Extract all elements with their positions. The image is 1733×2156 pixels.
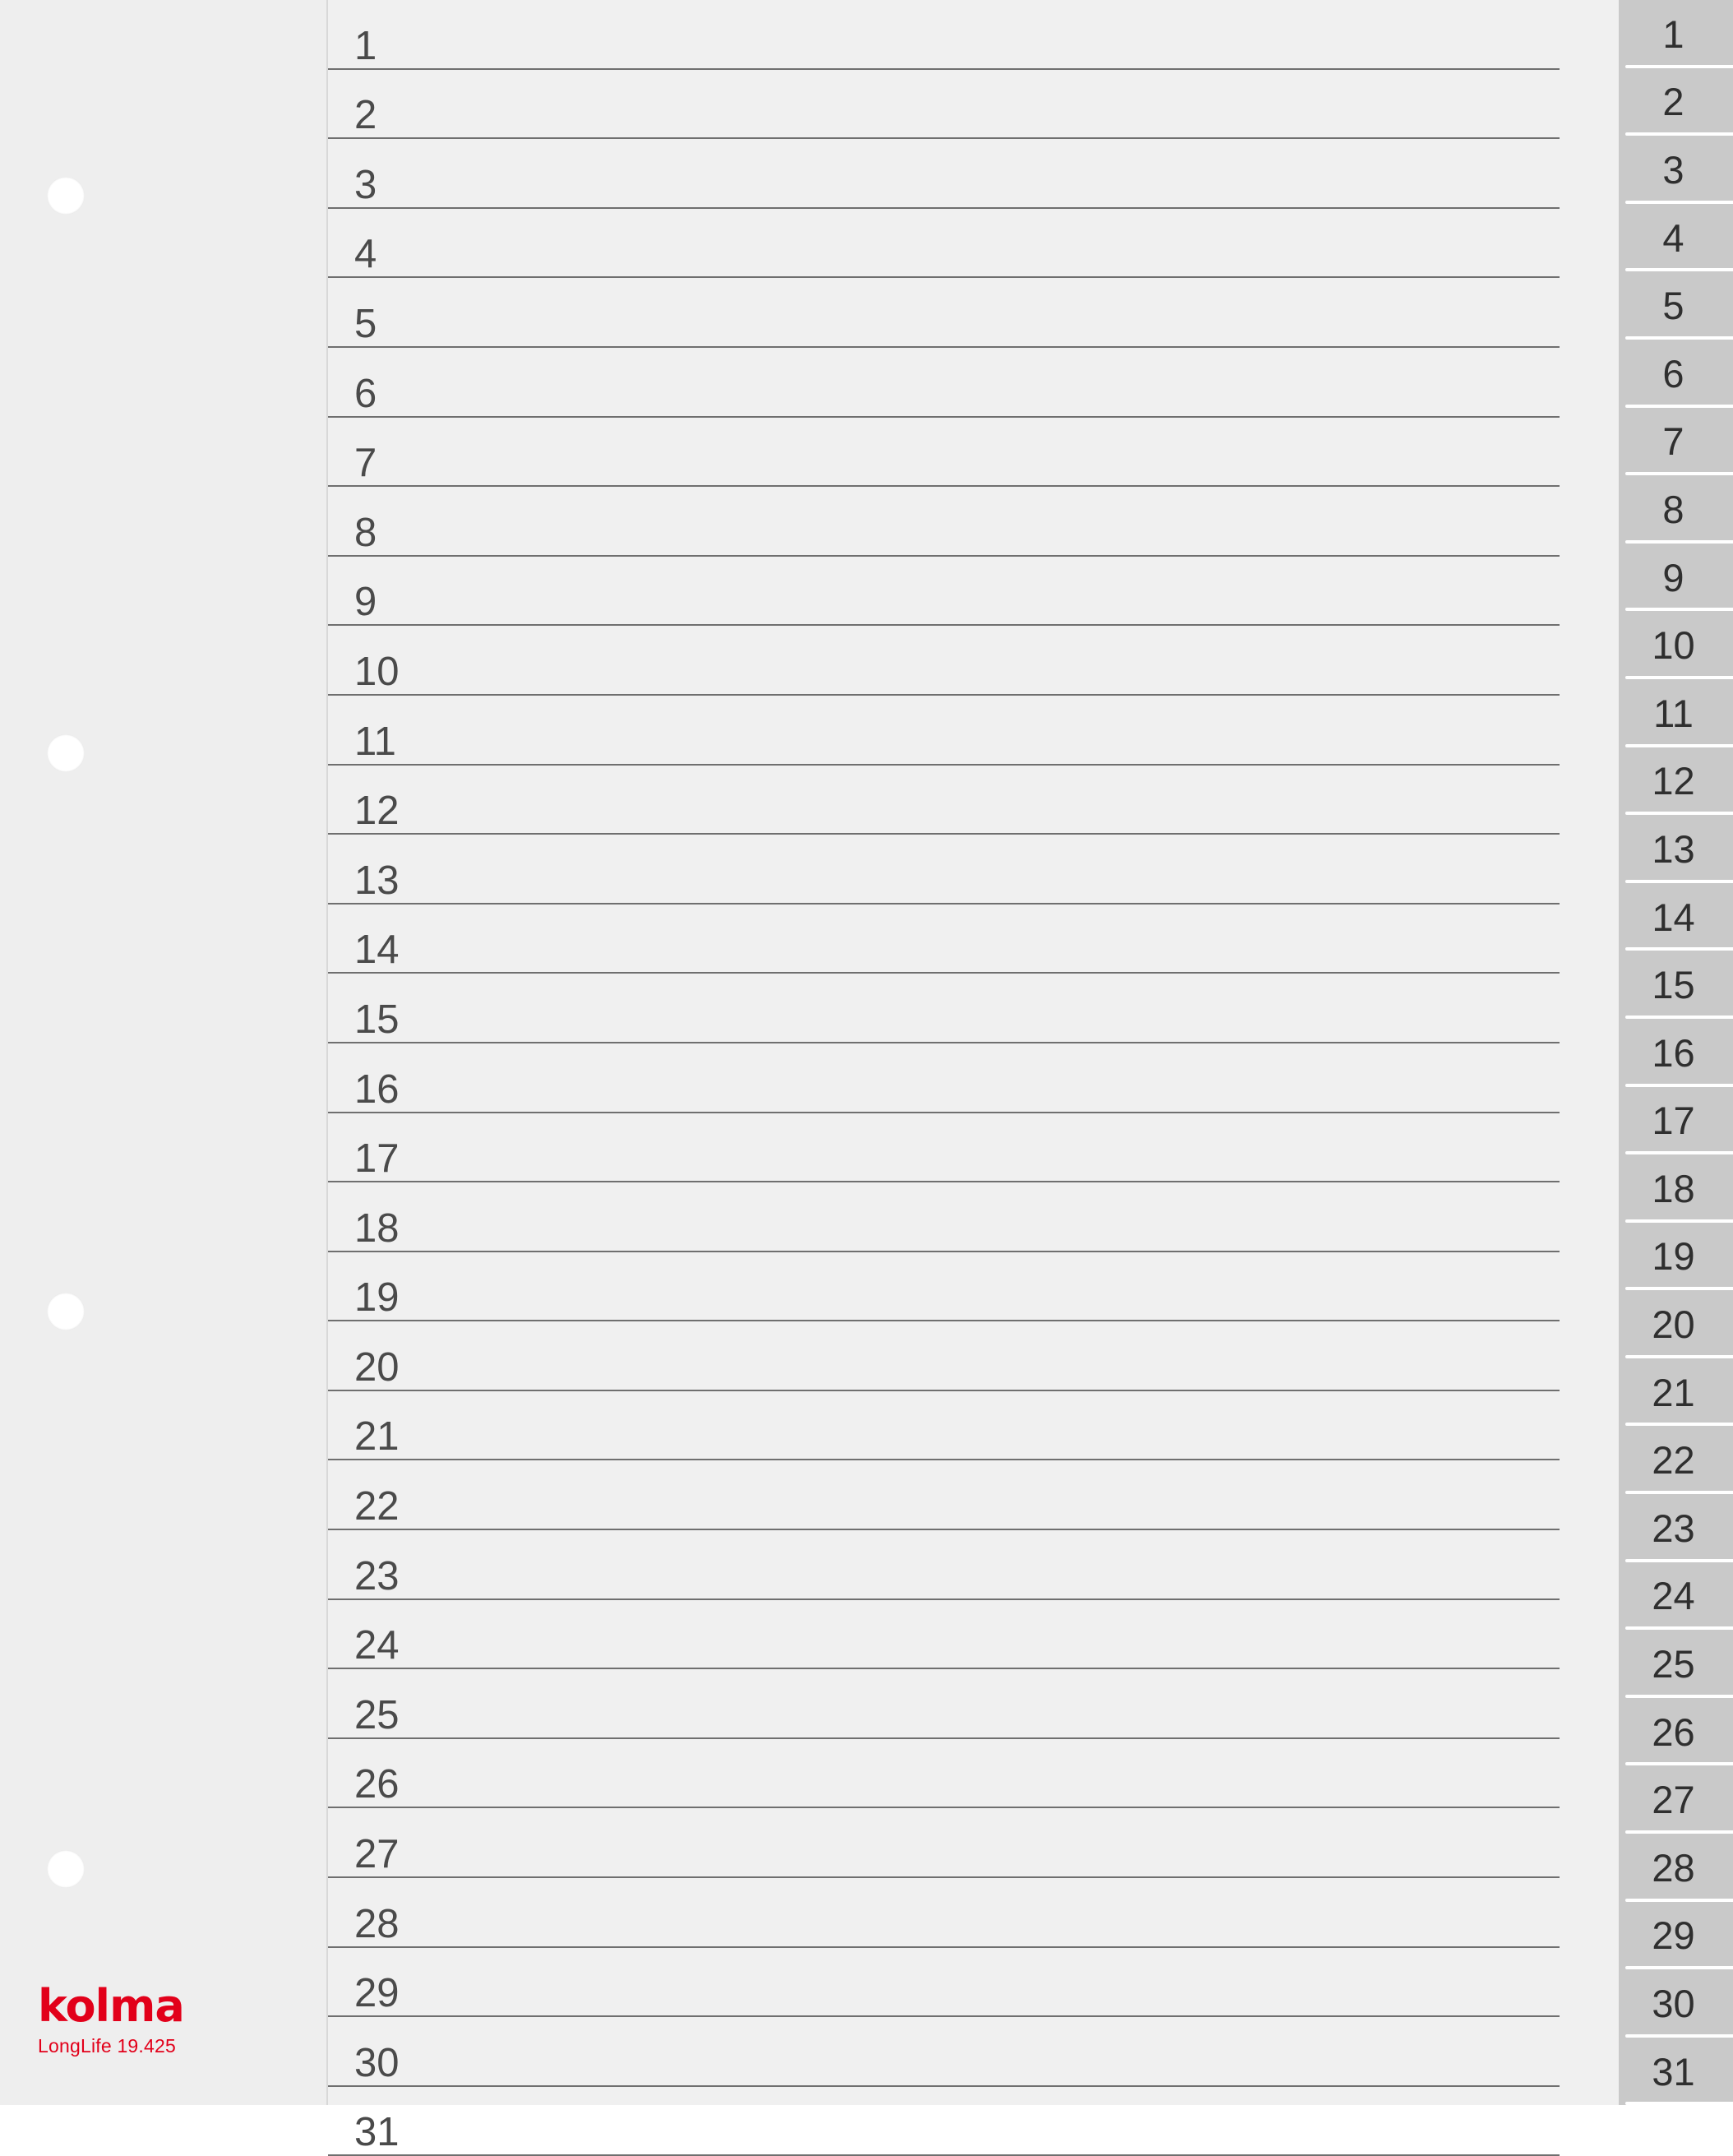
row-number-label: 28	[354, 1901, 400, 1946]
row-number-label: 2	[354, 93, 377, 138]
row-number-label: 10	[354, 649, 400, 694]
brand-product-line: LongLife 19.425	[38, 2035, 176, 2057]
punch-hole-1	[47, 177, 85, 215]
index-tab-label: 3	[1662, 147, 1684, 192]
index-tab-label: 11	[1653, 691, 1694, 735]
index-tab-label: 25	[1652, 1642, 1695, 1686]
ruled-sheet	[328, 0, 1619, 2155]
index-tab-label: 31	[1652, 2049, 1695, 2094]
row-number-label: 9	[354, 580, 377, 625]
table-row[interactable]	[328, 1878, 1560, 1948]
left-margin-strip	[0, 0, 328, 2105]
index-tab-label: 5	[1662, 284, 1684, 328]
row-number-label: 6	[354, 371, 377, 416]
index-tab-14[interactable]	[1619, 883, 1733, 951]
row-number-label: 19	[354, 1275, 400, 1321]
row-number-label: 4	[354, 232, 377, 277]
index-tab-label: 1	[1662, 12, 1684, 56]
index-tab-4[interactable]	[1619, 204, 1733, 272]
row-number-label: 23	[354, 1553, 400, 1598]
row-number-label: 12	[354, 789, 400, 834]
index-tab-31[interactable]	[1619, 2038, 1733, 2106]
index-tab-25[interactable]	[1619, 1630, 1733, 1698]
index-tab-label: 29	[1652, 1913, 1695, 1958]
index-tab-label: 26	[1652, 1710, 1695, 1754]
punch-hole-3	[47, 1293, 85, 1330]
row-number-label: 29	[354, 1971, 400, 2016]
index-tab-label: 4	[1662, 215, 1684, 260]
row-number-label: 20	[354, 1344, 400, 1390]
row-number-label: 30	[354, 2040, 400, 2085]
table-row[interactable]	[328, 209, 1560, 279]
brand-block	[38, 1980, 309, 2057]
row-number-label: 8	[354, 510, 377, 555]
row-number-label: 24	[354, 1623, 400, 1668]
index-tab-17[interactable]	[1619, 1087, 1733, 1155]
row-number-label: 3	[354, 162, 377, 207]
index-tab-16[interactable]	[1619, 1019, 1733, 1087]
table-row[interactable]	[328, 1739, 1560, 1809]
table-row[interactable]	[328, 974, 1560, 1043]
table-row[interactable]	[328, 418, 1560, 488]
index-tab-label: 21	[1652, 1370, 1695, 1414]
index-tab-29[interactable]	[1619, 1902, 1733, 1970]
table-row[interactable]	[328, 1948, 1560, 2018]
index-tab-19[interactable]	[1619, 1223, 1733, 1291]
index-tab-label: 13	[1652, 826, 1695, 871]
index-tab-28[interactable]	[1619, 1834, 1733, 1902]
index-tab-label: 2	[1662, 80, 1684, 124]
row-number-label: 22	[354, 1484, 400, 1529]
table-row[interactable]	[328, 835, 1560, 905]
row-number-label: 11	[354, 719, 396, 764]
row-number-label: 27	[354, 1832, 400, 1877]
table-row[interactable]	[328, 766, 1560, 835]
table-row[interactable]	[328, 696, 1560, 766]
index-tab-8[interactable]	[1619, 475, 1733, 544]
index-tab-label: 10	[1652, 623, 1695, 668]
row-number-label: 21	[354, 1414, 400, 1460]
row-number-label: 31	[354, 2110, 400, 2155]
index-tab-9[interactable]	[1619, 544, 1733, 612]
index-tab-24[interactable]	[1619, 1562, 1733, 1631]
index-tab-label: 30	[1652, 1982, 1695, 2026]
row-number-label: 18	[354, 1205, 400, 1251]
brand-logo: kolma	[38, 1980, 184, 2032]
index-tab-label: 6	[1662, 351, 1684, 396]
index-tab-30[interactable]	[1619, 1969, 1733, 2038]
row-number-label: 5	[354, 301, 377, 346]
table-row[interactable]	[328, 139, 1560, 209]
index-tab-20[interactable]	[1619, 1290, 1733, 1358]
row-list	[328, 0, 1619, 2156]
table-row[interactable]	[328, 905, 1560, 974]
table-row[interactable]	[328, 2087, 1560, 2156]
table-row[interactable]	[328, 1113, 1560, 1183]
index-tab-label: 28	[1652, 1845, 1695, 1890]
index-tab-label: 12	[1652, 759, 1695, 803]
table-row[interactable]	[328, 1600, 1560, 1670]
index-tab-12[interactable]	[1619, 747, 1733, 816]
index-tab-26[interactable]	[1619, 1698, 1733, 1766]
index-tab-18[interactable]	[1619, 1154, 1733, 1223]
index-tab-label: 27	[1652, 1778, 1695, 1822]
table-row[interactable]	[328, 1182, 1560, 1252]
tab-column	[1619, 0, 1733, 2105]
table-row[interactable]	[328, 2017, 1560, 2087]
row-number-label: 13	[354, 858, 400, 903]
table-row[interactable]	[328, 1460, 1560, 1530]
table-row[interactable]	[328, 1391, 1560, 1461]
index-tab-7[interactable]	[1619, 408, 1733, 476]
index-tab-2[interactable]	[1619, 68, 1733, 136]
index-tab-22[interactable]	[1619, 1426, 1733, 1494]
row-number-label: 26	[354, 1762, 400, 1807]
index-tab-label: 7	[1662, 419, 1684, 464]
row-number-label: 1	[354, 23, 377, 68]
row-number-label: 25	[354, 1692, 400, 1737]
index-tab-label: 19	[1652, 1234, 1695, 1279]
index-tab-label: 17	[1652, 1099, 1695, 1143]
table-row[interactable]	[328, 278, 1560, 348]
index-tab-5[interactable]	[1619, 271, 1733, 340]
index-tab-15[interactable]	[1619, 951, 1733, 1019]
index-tab-21[interactable]	[1619, 1358, 1733, 1427]
row-number-label: 7	[354, 441, 377, 486]
table-row[interactable]	[328, 70, 1560, 140]
index-tab-label: 15	[1652, 963, 1695, 1007]
index-tab-label: 20	[1652, 1302, 1695, 1347]
index-tab-label: 16	[1652, 1030, 1695, 1075]
index-tab-11[interactable]	[1619, 679, 1733, 747]
table-row[interactable]	[328, 626, 1560, 696]
tab-separator	[1625, 2102, 1733, 2105]
table-row[interactable]	[328, 0, 1560, 70]
row-number-label: 17	[354, 1136, 400, 1182]
index-tab-label: 18	[1652, 1166, 1695, 1210]
row-number-label: 14	[354, 928, 400, 973]
index-tab-label: 8	[1662, 487, 1684, 531]
table-row[interactable]	[328, 348, 1560, 418]
row-number-label: 16	[354, 1066, 400, 1112]
index-tab-23[interactable]	[1619, 1494, 1733, 1562]
index-tab-6[interactable]	[1619, 340, 1733, 408]
index-tab-1[interactable]	[1619, 0, 1733, 68]
punch-hole-2	[47, 734, 85, 772]
index-tab-27[interactable]	[1619, 1765, 1733, 1834]
index-tab-label: 9	[1662, 555, 1684, 599]
table-row[interactable]	[328, 557, 1560, 627]
index-tab-13[interactable]	[1619, 815, 1733, 883]
punch-hole-4	[47, 1850, 85, 1888]
index-tab-3[interactable]	[1619, 136, 1733, 204]
table-row[interactable]	[328, 1530, 1560, 1600]
table-row[interactable]	[328, 1808, 1560, 1878]
table-row[interactable]	[328, 1321, 1560, 1391]
index-tab-label: 24	[1652, 1574, 1695, 1618]
table-row[interactable]	[328, 487, 1560, 557]
index-tab-10[interactable]	[1619, 611, 1733, 679]
table-row[interactable]	[328, 1669, 1560, 1739]
index-tab-label: 22	[1652, 1438, 1695, 1483]
index-tab-label: 14	[1652, 895, 1695, 939]
index-tab-label: 23	[1652, 1506, 1695, 1550]
row-number-label: 15	[354, 997, 400, 1042]
table-row[interactable]	[328, 1252, 1560, 1322]
table-row[interactable]	[328, 1043, 1560, 1113]
